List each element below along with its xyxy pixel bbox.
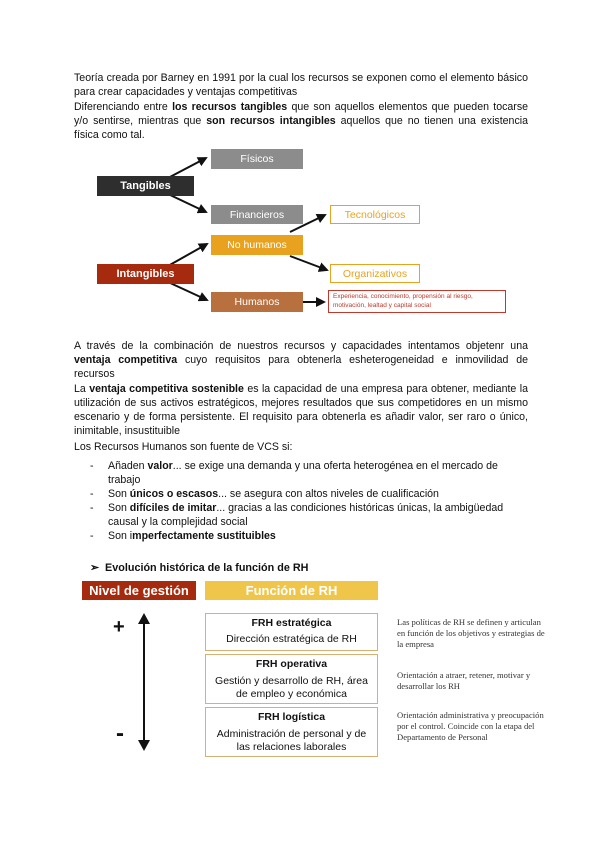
frh-row-title: FRH estratégica [251, 617, 332, 629]
note-logistica: Orientación administrativa y preocupación por el control. Coincide con la etapa del Departamento de Personal [397, 710, 544, 742]
fisicos-box [211, 149, 303, 169]
frh-row-title: FRH logística [257, 711, 326, 723]
frh-row-desc: Administración de personal y de las relaciones laborales [216, 728, 367, 753]
organizativos-label: Organizativos [342, 267, 408, 280]
intro-bold-intangibles: son recursos intangibles [206, 115, 336, 127]
fisicos-label: Físicos [240, 153, 274, 165]
frh-row-logistica [205, 707, 378, 757]
vertical-double-arrow-icon [137, 612, 151, 752]
intro-text-2e: aquellos que no tienen una existencia física como tal. [74, 115, 528, 141]
humanos-detail-label: Experiencia, conocimiento, propensión al riesgo, motivación, lealtad y capital social [333, 293, 473, 309]
organizativos-box [330, 264, 420, 283]
arrow-intangibles-nohumanos [168, 244, 207, 266]
tangibles-box [97, 176, 194, 196]
rrhh-vcs-intro [74, 440, 528, 454]
plus-sign: + [113, 616, 125, 638]
intro-text-2a: Diferenciando entre [74, 101, 173, 113]
intro-bold-tangibles: los recursos tangibles [172, 101, 288, 113]
note-estrategica: Las políticas de RH se definen y articulan en función de los objetivos y estrategias de la empresa [397, 617, 545, 649]
intangibles-label: Intangibles [116, 268, 175, 280]
humanos-label: Humanos [234, 296, 280, 308]
intro-text-1: Teoría creada por Barney en 1991 por la cual los recursos se exponen como el elemento básico para crear capacidades y ventajas competitivas [74, 72, 528, 98]
body-text-3c: cuyo requisitos para obtenerla esheterogeneidad e inmovilidad de recursos [74, 354, 528, 380]
frh-row-estrategica [205, 613, 378, 651]
no-humanos-box [211, 235, 303, 255]
tecnologicos-box [330, 205, 420, 224]
ventaja-competitiva-paragraph [74, 339, 528, 381]
arrow-nohumanos-organizativos [290, 256, 327, 270]
arrow-intangibles-humanos [168, 282, 207, 300]
financieros-box [211, 205, 303, 224]
body-text-4c: es la capacidad de una empresa para obtener, mediante la utilización de sus activos estratégicos, mejores resultados que sus competidores en un mismo escenario y de forma persistente. El requisito para obtenerla es añadir valor, ser raro o único, inimitable, insustituible [74, 383, 528, 437]
body-text-3a: A través de la combinación de nuestros recursos y capacidades intentamos objetenr una [74, 340, 528, 352]
frh-row-desc: Dirección estratégica de RH [226, 633, 357, 645]
tecnologicos-label: Tecnológicos [344, 208, 406, 221]
nivel-gestion-label: Nivel de gestión [89, 583, 189, 598]
list-item: - Son imperfectamente sustituibles [90, 530, 276, 542]
bold-ventaja-competitiva: ventaja competitiva [74, 354, 178, 366]
section-heading [90, 561, 308, 574]
arrow-tangibles-financieros [168, 194, 206, 212]
arrow-bullet-icon: ➢ [90, 562, 100, 574]
no-humanos-label: No humanos [227, 239, 287, 251]
list-item: - Añaden valor... se exige una demanda y una oferta heterogénea en el mercado de trabajo [90, 460, 498, 486]
frh-row-desc: Gestión y desarrollo de RH, área de empleo y económica [215, 675, 368, 700]
body-text-5: Los Recursos Humanos son fuente de VCS si: [74, 441, 293, 453]
financieros-label: Financieros [229, 208, 285, 221]
funcion-rh-header [205, 581, 378, 600]
vcs-conditions-list [90, 459, 530, 543]
tangibles-label: Tangibles [120, 180, 171, 192]
intro-text-2c: que son aquellos elementos que pueden tocarse y/o sentirse, mientras que [74, 101, 529, 127]
section-title: Evolución histórica de la función de RH [105, 562, 309, 574]
vcs-paragraph [74, 382, 528, 438]
arrow-tangibles-fisicos [168, 158, 206, 178]
humanos-detail-box [328, 290, 506, 313]
list-item: - Son únicos o escasos... se asegura con altos niveles de cualificación [90, 488, 439, 500]
frh-row-title: FRH operativa [255, 658, 328, 670]
frh-row-operativa [205, 654, 378, 704]
list-item: - Son difíciles de imitar... gracias a las condiciones históricas únicas, la ambigüedad causal y la complejidad social [90, 502, 504, 528]
nivel-gestion-header [82, 581, 196, 600]
funcion-rh-label: Función de RH [245, 583, 338, 598]
intangibles-box [97, 264, 194, 284]
bold-ventaja-sostenible: ventaja competitiva sostenible [89, 383, 244, 395]
body-text-4a: La [74, 383, 90, 395]
minus-sign: - [116, 720, 124, 747]
humanos-box [211, 292, 303, 312]
note-operativa: Orientación a atraer, retener, motivar y desarrollar los RH [397, 670, 531, 691]
